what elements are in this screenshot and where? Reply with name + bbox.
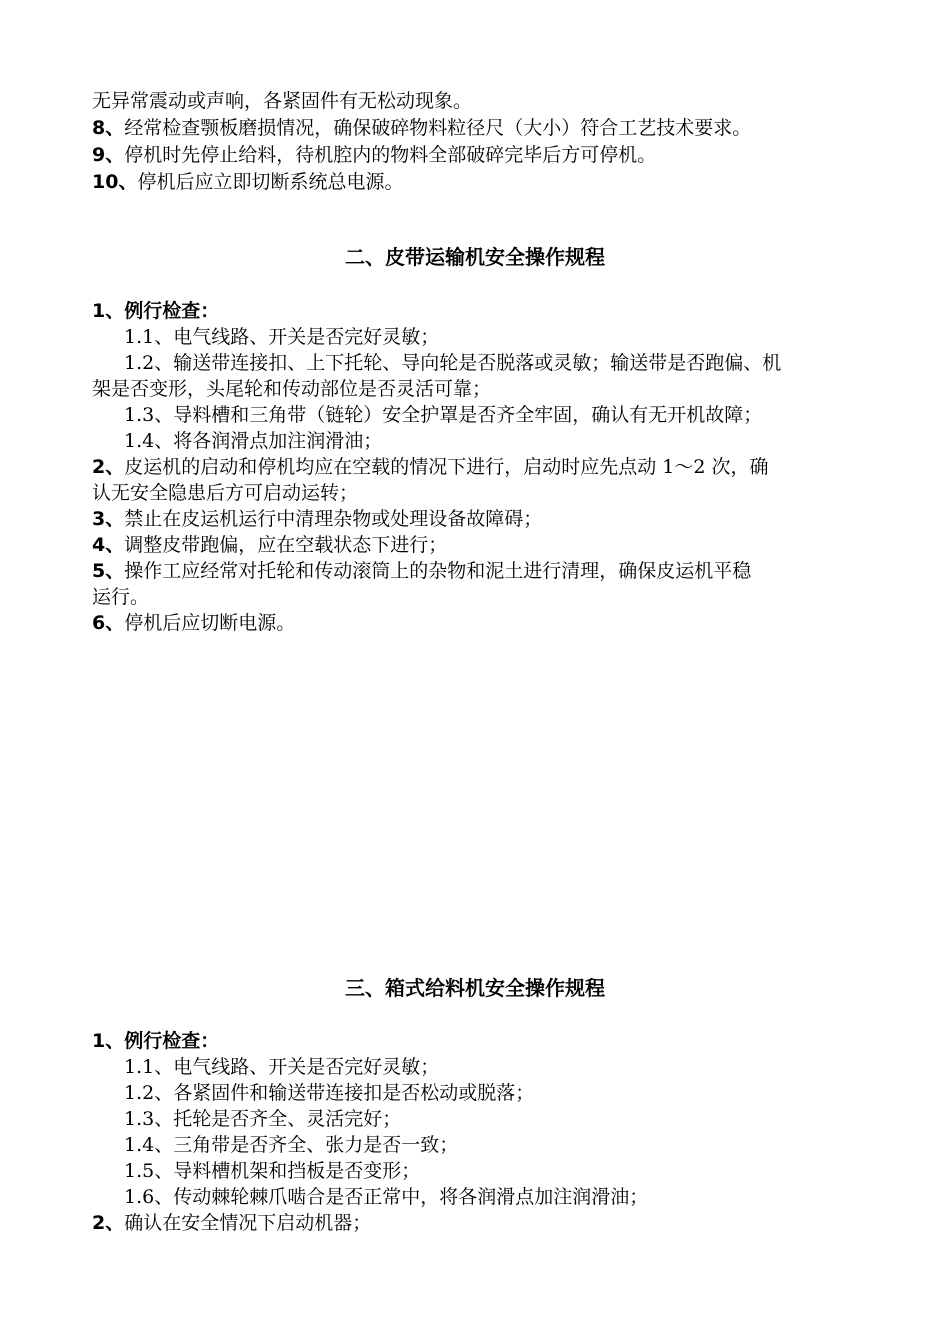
list-item — [92, 558, 872, 584]
item-text: 调整皮带跑偏，应在空载状态下进行； — [124, 534, 448, 556]
list-item — [92, 1210, 872, 1236]
item-number: 5、 — [92, 560, 125, 582]
check-item: 1.5、导料槽机架和挡板是否变形； — [124, 1160, 421, 1182]
check-item: 1.4、将各润滑点加注润滑油； — [124, 430, 383, 452]
item-text: 皮运机的启动和停机均应在空载的情况下进行，启动时应先点动 1～2 次，确 — [124, 456, 769, 478]
list-item — [92, 532, 872, 558]
check-item: 1.2、输送带连接扣、上下托轮、导向轮是否脱落或灵敏；输送带是否跑偏、机 — [124, 352, 782, 374]
item-text: 禁止在皮运机运行中清理杂物或处理设备故障碍； — [124, 508, 543, 530]
list-item — [92, 115, 872, 141]
list-item-continuation: 运行。 — [92, 586, 150, 608]
item-text: 确认在安全情况下启动机器； — [124, 1212, 372, 1234]
check-item: 1.1、电气线路、开关是否完好灵敏； — [124, 326, 440, 348]
item-number: 4、 — [92, 534, 125, 556]
item-number: 2、 — [92, 456, 125, 478]
list-item — [92, 169, 872, 195]
item-number: 3、 — [92, 508, 125, 530]
check-item: 1.1、电气线路、开关是否完好灵敏； — [124, 1056, 440, 1078]
list-item — [92, 454, 872, 480]
section-title: 三、箱式给料机安全操作规程 — [345, 976, 605, 1000]
check-item: 1.4、三角带是否齐全、张力是否一致； — [124, 1134, 459, 1156]
list-item — [92, 142, 872, 168]
check-heading: 1、例行检查： — [92, 300, 220, 322]
check-item: 1.3、导料槽和三角带（链轮）安全护罩是否齐全牢固，确认有无开机故障； — [124, 404, 763, 426]
list-item — [92, 506, 872, 532]
item-number: 2、 — [92, 1212, 125, 1234]
item-text: 经常检查颚板磨损情况，确保破碎物料粒径尺（大小）符合工艺技术要求。 — [124, 117, 752, 139]
item-text: 停机后应立即切断系统总电源。 — [137, 171, 404, 193]
check-item: 1.6、传动棘轮棘爪啮合是否正常中，将各润滑点加注润滑油； — [124, 1186, 649, 1208]
list-item-continuation: 认无安全隐患后方可启动运转； — [92, 482, 359, 504]
section-title: 二、皮带运输机安全操作规程 — [345, 245, 605, 269]
item-number: 6、 — [92, 612, 125, 634]
item-text: 操作工应经常对托轮和传动滚筒上的杂物和泥土进行清理，确保皮运机平稳 — [124, 560, 752, 582]
check-heading: 1、例行检查： — [92, 1030, 220, 1052]
check-item-continuation: 架是否变形，头尾轮和传动部位是否灵活可靠； — [92, 378, 492, 400]
item-text: 停机后应切断电源。 — [124, 612, 296, 634]
list-item — [92, 610, 872, 636]
paragraph-line: 无异常震动或声响，各紧固件有无松动现象。 — [92, 90, 473, 112]
check-item: 1.2、各紧固件和输送带连接扣是否松动或脱落； — [124, 1082, 535, 1104]
item-number: 9、 — [92, 144, 125, 166]
check-item: 1.3、托轮是否齐全、灵活完好； — [124, 1108, 402, 1130]
item-text: 停机时先停止给料，待机腔内的物料全部破碎完毕后方可停机。 — [124, 144, 657, 166]
item-number: 10、 — [92, 171, 138, 193]
item-number: 8、 — [92, 117, 125, 139]
